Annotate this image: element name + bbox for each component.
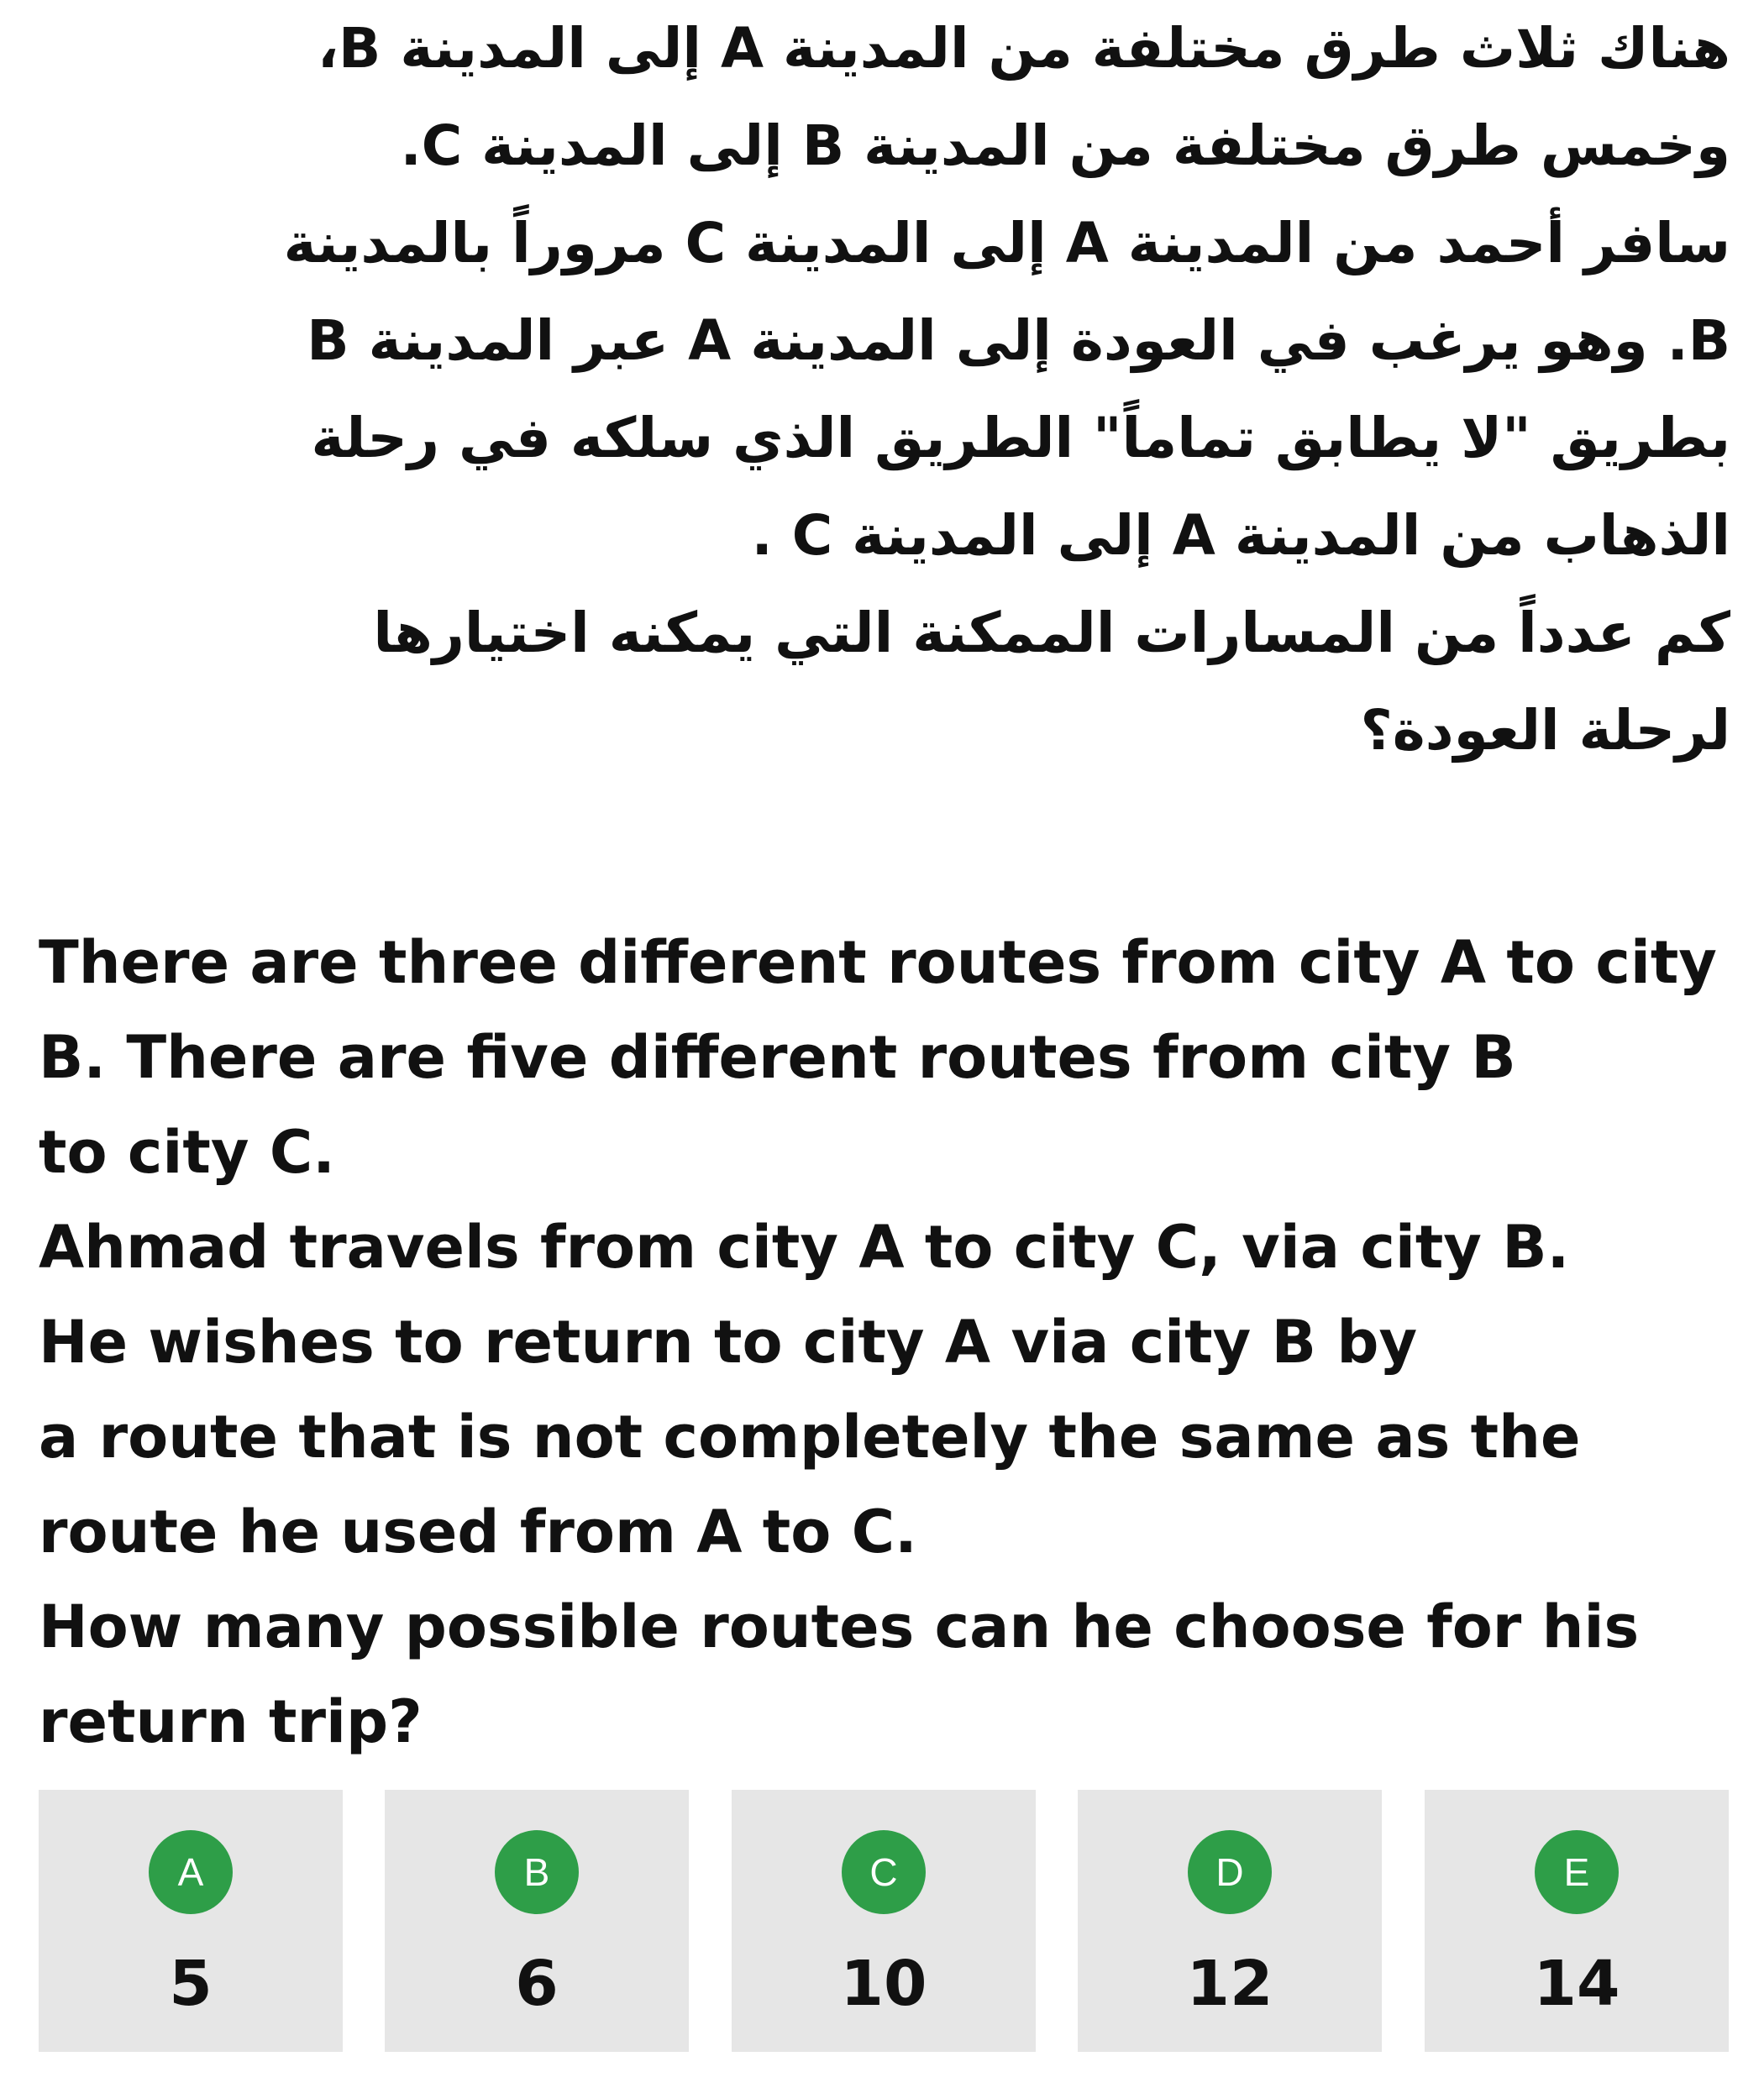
english-line: How many possible routes can he choose for his bbox=[39, 1592, 1640, 1661]
answer-options bbox=[39, 1790, 1729, 2052]
option-value: 14 bbox=[1533, 1948, 1620, 2020]
arabic-line: هناك ثلاث طرق مختلفة من المدينة A إلى المدينة B، bbox=[317, 16, 1730, 81]
option-value: 12 bbox=[1186, 1948, 1273, 2020]
arabic-line: كم عدداً من المسارات الممكنة التي يمكنه اختيارها bbox=[373, 601, 1730, 665]
english-line: route he used from A to C. bbox=[39, 1498, 917, 1566]
option-c[interactable] bbox=[732, 1790, 1036, 2052]
arabic-line: بطريق "لا يطابق تماماً" الطريق الذي سلكه في رحلة bbox=[311, 406, 1730, 470]
option-e[interactable] bbox=[1425, 1790, 1729, 2052]
english-line: He wishes to return to city A via city B by bbox=[39, 1308, 1418, 1377]
english-line: return trip? bbox=[39, 1687, 423, 1756]
option-b[interactable] bbox=[385, 1790, 689, 2052]
option-a[interactable] bbox=[39, 1790, 343, 2052]
english-line: a route that is not completely the same as the bbox=[39, 1403, 1581, 1472]
arabic-line: وخمس طرق مختلفة من المدينة B إلى المدينة C. bbox=[400, 113, 1730, 178]
option-d[interactable] bbox=[1078, 1790, 1382, 2052]
english-line: B. There are five different routes from city B bbox=[39, 1023, 1516, 1092]
option-letter-badge: E bbox=[1535, 1830, 1619, 1914]
english-line: Ahmad travels from city A to city C, via city B. bbox=[39, 1213, 1570, 1282]
question-text-arabic bbox=[40, 0, 1730, 779]
option-value: 5 bbox=[169, 1948, 213, 2020]
arabic-line: لرحلة العودة؟ bbox=[1360, 698, 1730, 763]
option-letter-badge: C bbox=[842, 1830, 926, 1914]
option-letter-badge: A bbox=[149, 1830, 233, 1914]
question-text-english bbox=[39, 915, 1719, 1770]
arabic-line: الذهاب من المدينة A إلى المدينة C . bbox=[751, 503, 1730, 568]
option-letter-badge: D bbox=[1188, 1830, 1272, 1914]
english-line: to city C. bbox=[39, 1118, 335, 1187]
option-letter-badge: B bbox=[495, 1830, 579, 1914]
arabic-line: سافر أحمد من المدينة A إلى المدينة C مروراً بالمدينة bbox=[283, 211, 1730, 275]
arabic-line: B. وهو يرغب في العودة إلى المدينة A عبر المدينة B bbox=[307, 308, 1730, 373]
option-value: 6 bbox=[515, 1948, 559, 2020]
option-value: 10 bbox=[840, 1948, 927, 2020]
english-line: There are three different routes from city A to city bbox=[39, 928, 1717, 997]
